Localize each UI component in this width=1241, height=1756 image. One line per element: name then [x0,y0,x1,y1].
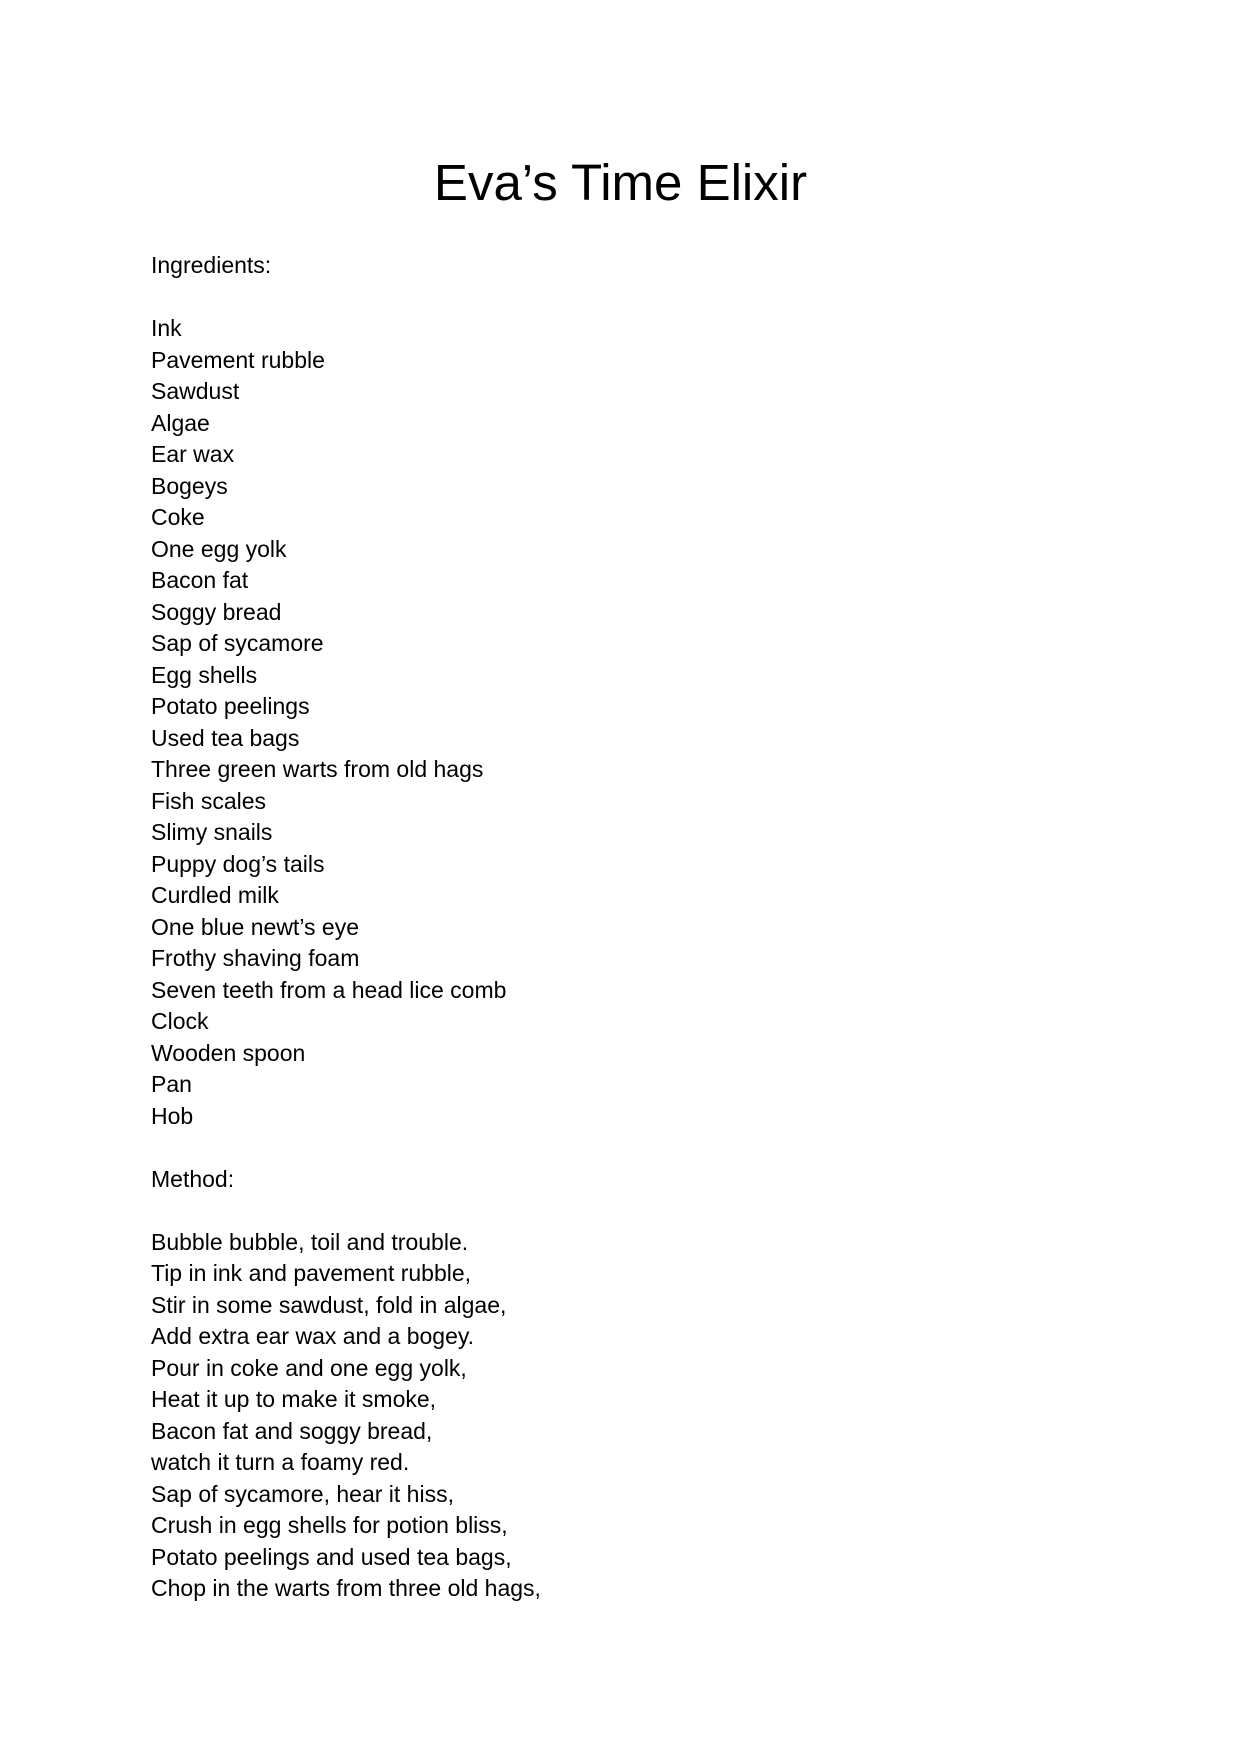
method-line: Crush in egg shells for potion bliss, [151,1512,508,1538]
ingredient-item: Clock [151,1008,209,1034]
method-line: Pour in coke and one egg yolk, [151,1354,467,1381]
method-line: Stir in some sawdust, fold in algae, [151,1291,507,1318]
spacer [151,1132,1051,1164]
ingredient-item: Frothy shaving foam [151,945,360,971]
ingredient-item: One blue newt’s eye [151,913,359,940]
ingredient-item: Puppy dog’s tails [151,850,325,877]
ingredient-item: Coke [151,504,205,530]
ingredient-item: Curdled milk [151,882,279,908]
ingredients-heading: Ingredients: [151,252,272,278]
method-line: Add extra ear wax and a bogey. [151,1323,475,1349]
method-line: Chop in the warts from three old hags, [151,1575,541,1601]
method-line: Heat it up to make it smoke, [151,1386,437,1412]
ingredient-item: Three green warts from old hags [151,756,484,782]
ingredient-item: Sap of sycamore [151,630,324,656]
spacer [151,1195,1051,1227]
ingredient-item: Bogeys [151,472,228,499]
method-line: Sap of sycamore, hear it hiss, [151,1480,454,1507]
ingredient-item: Pan [151,1071,192,1097]
ingredient-item: Used tea bags [151,724,300,751]
document-body [151,250,1051,1605]
document-title: Eva’s Time Elixir [433,154,808,211]
method-line: Bubble bubble, toil and trouble. [151,1228,469,1255]
ingredient-item: Hob [151,1102,194,1129]
ingredients-list [151,313,1051,1132]
ingredient-item: Fish scales [151,787,267,814]
ingredient-item: Ear wax [151,441,235,467]
ingredient-item: Algae [151,409,210,436]
method-lines [151,1227,1051,1605]
ingredient-item: Potato peelings [151,693,310,719]
ingredient-item: One egg yolk [151,535,287,562]
ingredient-item: Ink [151,315,182,341]
method-line: Potato peelings and used tea bags, [151,1543,512,1570]
ingredient-item: Sawdust [151,378,240,404]
method-line: watch it turn a foamy red. [151,1449,410,1475]
ingredient-item: Seven teeth from a head lice comb [151,976,507,1003]
ingredient-item: Bacon fat [151,567,249,593]
method-line: Bacon fat and soggy bread, [151,1417,433,1444]
ingredient-item: Soggy bread [151,598,282,625]
ingredient-item: Pavement rubble [151,346,325,373]
method-line: Tip in ink and pavement rubble, [151,1260,472,1286]
ingredient-item: Slimy snails [151,819,273,845]
spacer [151,282,1051,314]
ingredient-item: Egg shells [151,661,258,688]
method-heading: Method: [151,1165,235,1192]
ingredient-item: Wooden spoon [151,1039,306,1066]
